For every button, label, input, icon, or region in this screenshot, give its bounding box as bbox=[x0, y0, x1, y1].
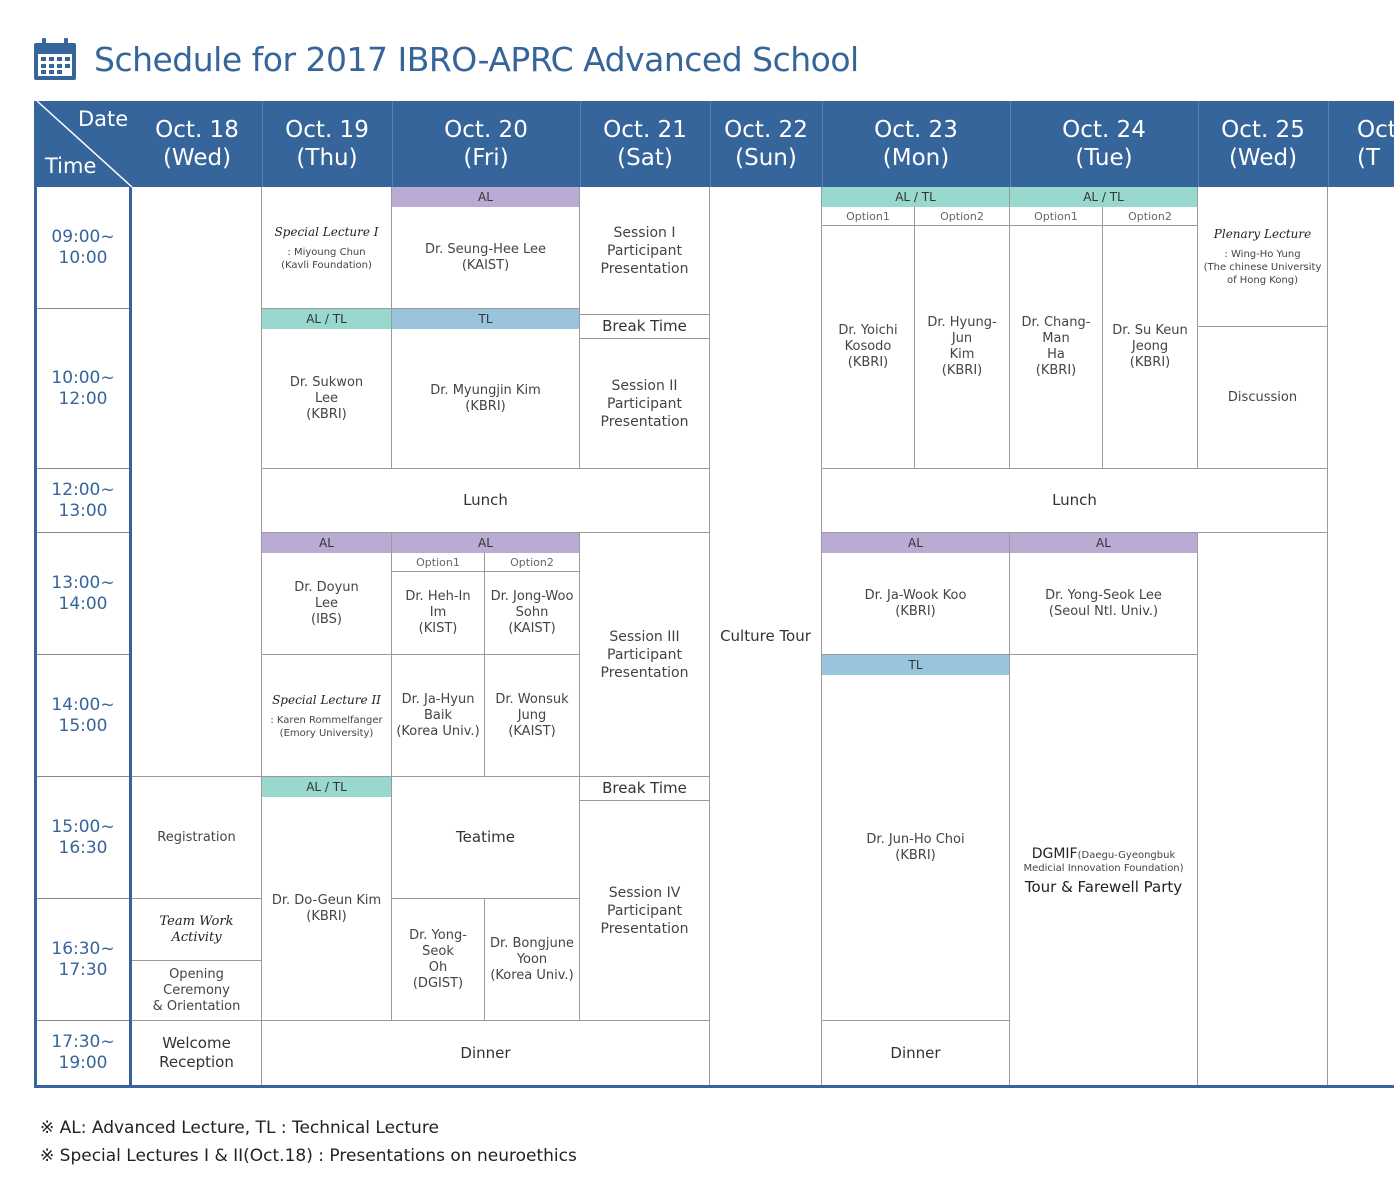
header-day: (T bbox=[1357, 145, 1381, 171]
corner-time-label: Time bbox=[45, 154, 97, 178]
oct19-sukwon-lee bbox=[262, 329, 392, 469]
cell-text: Welcome bbox=[162, 1034, 231, 1052]
cell-text: Dr. Seung-Hee Lee bbox=[424, 241, 546, 257]
time-end: 10:00 bbox=[58, 247, 108, 268]
corner-date-label: Date bbox=[78, 107, 129, 131]
oct23-hyungjun-kim bbox=[915, 226, 1010, 469]
tag-al: AL bbox=[392, 533, 580, 553]
column-header-oct21 bbox=[580, 101, 710, 187]
cell-text: Dr. Heh-In bbox=[405, 589, 471, 604]
oct25-discussion bbox=[1198, 327, 1328, 469]
cell-text: (KBRI) bbox=[847, 355, 889, 370]
tag-al-tl: AL / TL bbox=[262, 309, 392, 329]
time-slot-0900 bbox=[37, 187, 129, 309]
cell-text: Oh bbox=[428, 959, 448, 975]
cell-text: Dinner bbox=[890, 1043, 941, 1062]
time-slot-1300 bbox=[37, 533, 129, 655]
oct18-team-work-activity bbox=[132, 899, 262, 961]
time-end: 12:00 bbox=[58, 388, 108, 409]
cell-text: (KBRI) bbox=[306, 908, 347, 924]
column-header-oct19 bbox=[262, 101, 392, 187]
oct20-wonsuk-jung bbox=[485, 655, 580, 777]
cell-text: Presentation bbox=[600, 664, 689, 681]
oct20-seunghee-lee bbox=[392, 207, 580, 309]
time-start: 09:00~ bbox=[51, 226, 115, 247]
oct20-jahyun-baik bbox=[392, 655, 485, 777]
header-day: (Sun) bbox=[735, 145, 797, 171]
cell-text: Kim bbox=[949, 347, 975, 362]
time-slot-1500 bbox=[37, 777, 129, 899]
cell-text: Dr. Jun-Ho Choi bbox=[866, 831, 965, 847]
cell-title: Special Lecture I bbox=[274, 224, 379, 239]
cell-text: (The chinese University bbox=[1203, 262, 1322, 273]
cell-text: Dr. Sukwon bbox=[289, 374, 364, 390]
cell-text: Presentation bbox=[600, 260, 689, 277]
option-2-label: Option2 bbox=[915, 207, 1010, 226]
oct19-special-lecture-1 bbox=[262, 187, 392, 309]
cell-text: Registration bbox=[157, 829, 236, 845]
header-date: Oct. 25 bbox=[1221, 117, 1305, 143]
column-header-oct24 bbox=[1010, 101, 1198, 187]
cell-text: Dr. Bongjune bbox=[490, 935, 574, 951]
footnote-abbreviations: ※ AL: Advanced Lecture, TL : Technical Lecture bbox=[40, 1118, 439, 1138]
lunch-oct23-25 bbox=[822, 469, 1328, 533]
time-end: 16:30 bbox=[58, 837, 108, 858]
cell-text: Participant bbox=[607, 395, 682, 412]
header-date: Oct. 22 bbox=[724, 117, 808, 143]
dgmif-name: (Daegu-Gyeongbuk bbox=[1077, 849, 1176, 861]
tag-al: AL bbox=[392, 187, 580, 207]
oct20-jongwoo-sohn bbox=[485, 572, 580, 655]
oct23-jawook-koo bbox=[822, 553, 1010, 655]
cell-text: (DGIST) bbox=[412, 975, 464, 991]
oct18-welcome-reception bbox=[132, 1021, 262, 1085]
tag-tl: TL bbox=[392, 309, 580, 329]
cell-text: Dr. Su Keun bbox=[1112, 323, 1188, 338]
cell-text: (KBRI) bbox=[895, 847, 936, 863]
cell-text: Dr. Wonsuk bbox=[495, 691, 569, 707]
oct19-doyun-lee bbox=[262, 553, 392, 655]
cell-text: Participant bbox=[607, 646, 682, 663]
header-date: Oct bbox=[1357, 117, 1397, 143]
cell-text: Yoon bbox=[516, 951, 548, 967]
cell-text: Dr. Doyun bbox=[294, 579, 359, 595]
dgmif-heading bbox=[1032, 846, 1176, 862]
cell-text: (KAIST) bbox=[508, 723, 556, 739]
oct21-session-1 bbox=[580, 187, 710, 315]
dinner-oct19-21 bbox=[262, 1021, 710, 1085]
column-header-oct22 bbox=[710, 101, 822, 187]
cell-text: (Korea Univ.) bbox=[396, 723, 480, 739]
option-1-label: Option1 bbox=[822, 207, 915, 226]
dgmif-abbr: DGMIF bbox=[1031, 845, 1078, 862]
cell-text: : Wing-Ho Yung bbox=[1224, 249, 1301, 260]
header-day: (Wed) bbox=[1228, 145, 1298, 171]
header-date: Oct. 23 bbox=[874, 117, 958, 143]
cell-text: (Seoul Ntl. Univ.) bbox=[1048, 603, 1159, 619]
oct19-dogeun-kim bbox=[262, 797, 392, 1021]
time-end: 13:00 bbox=[58, 500, 108, 521]
time-slot-1000 bbox=[37, 309, 129, 469]
cell-text: (Emory University) bbox=[279, 727, 374, 739]
time-start: 17:30~ bbox=[51, 1032, 115, 1052]
time-start: 13:00~ bbox=[51, 572, 115, 593]
cell-text: Break Time bbox=[602, 779, 687, 797]
header-date: Oct. 18 bbox=[155, 117, 239, 143]
cell-text: Dr. Myungjin Kim bbox=[430, 382, 541, 398]
time-slot-1200 bbox=[37, 469, 129, 533]
cell-text: Team Work bbox=[159, 913, 234, 929]
cell-text: Dr. Chang-Man bbox=[1021, 315, 1091, 346]
cell-text: Dr. Yong-Seok bbox=[409, 927, 467, 959]
option-1-label: Option1 bbox=[392, 553, 485, 572]
column-header-oct23 bbox=[822, 101, 1010, 187]
oct21-session-3 bbox=[580, 533, 710, 777]
cell-text: (KAIST) bbox=[461, 257, 510, 273]
cell-text: Presentation bbox=[600, 920, 689, 937]
cell-text: Dr. Hyung-Jun bbox=[927, 315, 997, 346]
header-date: Oct. 24 bbox=[1062, 117, 1146, 143]
cell-text: Session III bbox=[609, 628, 680, 645]
oct21-session-2 bbox=[580, 339, 710, 469]
cell-text: (KIST) bbox=[418, 621, 458, 636]
cell-text: Break Time bbox=[602, 317, 687, 335]
oct18-registration bbox=[132, 777, 262, 899]
oct22-culture-tour bbox=[710, 187, 822, 1085]
cell-text: (KBRI) bbox=[465, 398, 506, 414]
lunch-oct19-21 bbox=[262, 469, 710, 533]
oct24-yongseok-lee bbox=[1010, 553, 1198, 655]
cell-text: (IBS) bbox=[311, 611, 342, 627]
oct19-special-lecture-2 bbox=[262, 655, 392, 777]
header-day: (Mon) bbox=[882, 145, 950, 171]
cell-text: Dr. Ja-Wook Koo bbox=[864, 587, 967, 603]
cell-text: Ha bbox=[1047, 347, 1065, 362]
header-date: Oct. 21 bbox=[603, 117, 687, 143]
cell-text: (KBRI) bbox=[1035, 363, 1077, 378]
oct21-break-time-pm bbox=[580, 777, 710, 801]
column-header-oct25 bbox=[1198, 101, 1328, 187]
cell-text: Dr. Ja-Hyun bbox=[401, 691, 475, 707]
oct23-yoichi-kosodo bbox=[822, 226, 915, 469]
oct20-hehin-im bbox=[392, 572, 485, 655]
oct24-changman-ha bbox=[1010, 226, 1103, 469]
cell-text: Session IV bbox=[608, 884, 681, 901]
cell-text: Dr. Yoichi bbox=[838, 323, 898, 338]
cell-text: Participant bbox=[607, 902, 682, 919]
oct18-morning-empty bbox=[132, 187, 262, 777]
cell-text: Teatime bbox=[456, 828, 515, 846]
tag-al-tl: AL / TL bbox=[822, 187, 1010, 207]
cell-text: Im bbox=[429, 605, 447, 620]
footnote-special-lectures: ※ Special Lectures I & II(Oct.18) : Presentations on neuroethics bbox=[40, 1146, 577, 1166]
page-title: Schedule for 2017 IBRO-APRC Advanced School bbox=[94, 39, 859, 79]
header-day: (Sat) bbox=[617, 145, 673, 171]
cell-text: Lee bbox=[314, 595, 338, 611]
tag-al-tl: AL / TL bbox=[1010, 187, 1198, 207]
header-day: (Tue) bbox=[1075, 145, 1133, 171]
tag-al: AL bbox=[262, 533, 392, 553]
cell-text: (KBRI) bbox=[895, 603, 936, 619]
option-1-label: Option1 bbox=[1010, 207, 1103, 226]
oct20-yongseok-oh bbox=[392, 899, 485, 1021]
cell-text: (KBRI) bbox=[941, 363, 983, 378]
time-end: 15:00 bbox=[58, 715, 108, 736]
cell-title: Plenary Lecture bbox=[1213, 227, 1312, 241]
time-start: 10:00~ bbox=[51, 367, 115, 388]
table-bottom-border bbox=[34, 1085, 1394, 1088]
oct21-session-4 bbox=[580, 801, 710, 1021]
time-end: 19:00 bbox=[58, 1053, 108, 1073]
cell-text: : Karen Rommelfanger bbox=[270, 714, 383, 726]
header-date: Oct. 20 bbox=[444, 117, 528, 143]
cell-text: & Orientation bbox=[152, 998, 241, 1014]
oct24-dgmif-tour bbox=[1010, 655, 1198, 1085]
oct18-opening-ceremony bbox=[132, 961, 262, 1021]
dinner-oct23 bbox=[822, 1021, 1010, 1085]
cell-text: Lunch bbox=[1052, 491, 1097, 509]
cell-text: Culture Tour bbox=[720, 626, 811, 645]
oct25-plenary-lecture bbox=[1198, 187, 1328, 327]
cell-text: Dr. Jong-Woo bbox=[490, 589, 574, 604]
tag-al: AL bbox=[1010, 533, 1198, 553]
cell-title: Special Lecture II bbox=[272, 692, 381, 707]
tag-tl: TL bbox=[822, 655, 1010, 675]
cell-text: Dinner bbox=[460, 1043, 511, 1062]
dgmif-name: Medicial Innovation Foundation) bbox=[1023, 862, 1184, 874]
cell-text: Dr. Do-Geun Kim bbox=[271, 892, 382, 908]
time-end: 17:30 bbox=[58, 959, 108, 980]
tag-al: AL bbox=[822, 533, 1010, 553]
tag-al-tl: AL / TL bbox=[262, 777, 392, 797]
header-day: (Fri) bbox=[463, 145, 509, 171]
cell-text: Jeong bbox=[1131, 339, 1169, 354]
header-day: (Thu) bbox=[296, 145, 358, 171]
oct20-teatime bbox=[392, 777, 580, 899]
cell-text: Kosodo bbox=[844, 339, 892, 354]
header-date: Oct. 19 bbox=[285, 117, 369, 143]
cell-text: Jung bbox=[517, 707, 547, 723]
dgmif-event: Tour & Farewell Party bbox=[1024, 877, 1183, 896]
time-start: 14:00~ bbox=[51, 694, 115, 715]
footnotes bbox=[40, 1114, 577, 1170]
time-end: 14:00 bbox=[58, 593, 108, 614]
column-header-oct18 bbox=[132, 101, 262, 187]
cell-text: Presentation bbox=[600, 413, 689, 430]
oct24-sukeun-jeong bbox=[1103, 226, 1198, 469]
cell-text: of Hong Kong) bbox=[1226, 275, 1299, 286]
column-header-oct26-partial bbox=[1328, 101, 1397, 187]
cell-text: Opening Ceremony bbox=[163, 966, 230, 998]
cell-text: (Korea Univ.) bbox=[490, 967, 574, 983]
header-day: (Wed) bbox=[162, 145, 232, 171]
time-slot-1730 bbox=[37, 1021, 129, 1085]
cell-text: Session I bbox=[613, 224, 676, 241]
oct25-afternoon-empty bbox=[1198, 533, 1328, 1085]
cell-text: (Kavli Foundation) bbox=[281, 259, 372, 271]
cell-text: Participant bbox=[607, 242, 682, 259]
time-start: 12:00~ bbox=[51, 479, 115, 500]
option-2-label: Option2 bbox=[485, 553, 580, 572]
cell-text: (KAIST) bbox=[508, 621, 556, 636]
cell-text: Session II bbox=[611, 377, 678, 394]
cell-text: (KBRI) bbox=[1129, 355, 1171, 370]
cell-text: Sohn bbox=[515, 605, 549, 620]
oct21-break-time-am bbox=[580, 315, 710, 339]
option-2-label: Option2 bbox=[1103, 207, 1198, 226]
cell-text: Activity bbox=[171, 929, 222, 945]
cell-text: Reception bbox=[159, 1053, 234, 1071]
time-slot-1400 bbox=[37, 655, 129, 777]
column-header-oct20 bbox=[392, 101, 580, 187]
time-start: 15:00~ bbox=[51, 816, 115, 837]
cell-text: Lee bbox=[314, 390, 338, 406]
cell-text: Baik bbox=[423, 707, 453, 723]
time-start: 16:30~ bbox=[51, 938, 115, 959]
cell-text: Lunch bbox=[463, 491, 508, 509]
cell-text: (KBRI) bbox=[306, 406, 347, 422]
oct20-myungjin-kim bbox=[392, 329, 580, 469]
cell-text: : Miyoung Chun bbox=[287, 246, 366, 258]
oct20-bongjune-yoon bbox=[485, 899, 580, 1021]
cell-text: Dr. Yong-Seok Lee bbox=[1045, 587, 1162, 603]
cell-text: Discussion bbox=[1227, 389, 1298, 405]
time-slot-1630 bbox=[37, 899, 129, 1021]
oct23-junho-choi bbox=[822, 675, 1010, 1021]
